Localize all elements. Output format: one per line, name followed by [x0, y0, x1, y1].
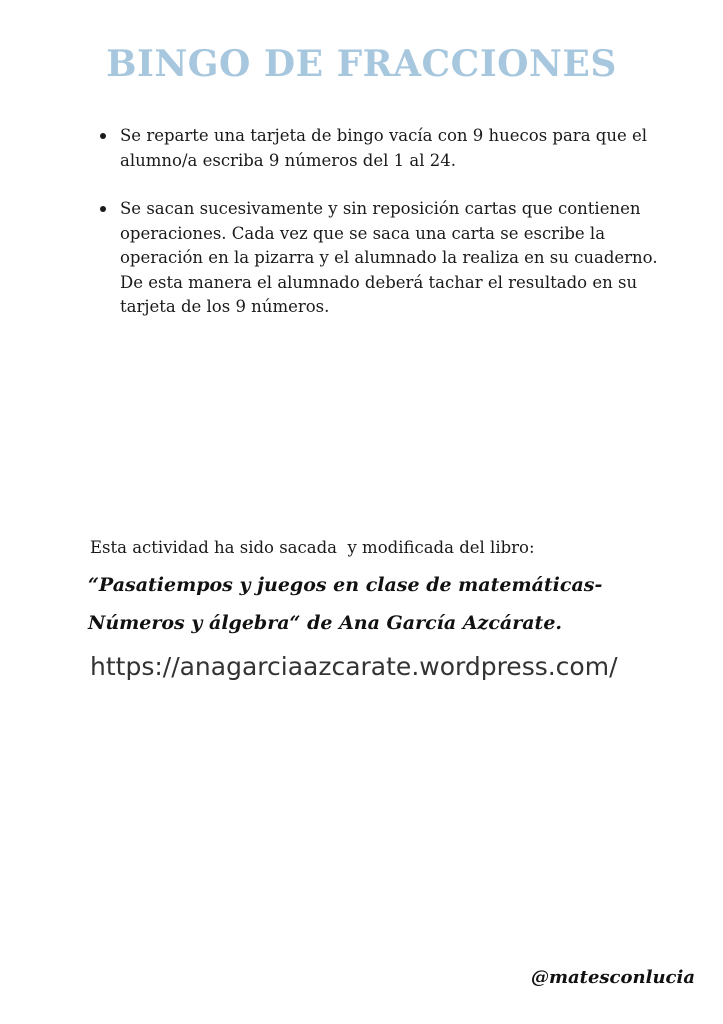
list-item-text: Se reparte una tarjeta de bingo vacía con 9 huecos para que el alumno/a escriba 9 números del 1 al 24.	[120, 126, 648, 170]
page-title: BINGO DE FRACCIONES	[106, 43, 617, 85]
bullet-icon	[100, 133, 106, 139]
list-item	[98, 124, 658, 173]
book-title: “Pasatiempos y juegos en clase de matemáticas-Números y álgebra“ de Ana García Azcárate.	[88, 574, 603, 634]
bullet-icon	[100, 206, 106, 212]
author-handle: @matesconlucia	[530, 967, 695, 988]
list-item	[98, 197, 658, 320]
list-item-text: Se sacan sucesivamente y sin reposición cartas que contienen operaciones. Cada vez que se saca una carta se escribe la operación en la pizarra y el alumnado la realiza en su cuaderno. De esta manera el alumnado deberá tachar el resultado en su tarjeta de los 9 números.	[120, 199, 658, 316]
instructions-list	[98, 124, 658, 320]
source-intro: Esta actividad ha sido sacada y modificada del libro:	[90, 538, 535, 557]
source-link[interactable]: https://anagarciaazcarate.wordpress.com/	[90, 652, 618, 681]
